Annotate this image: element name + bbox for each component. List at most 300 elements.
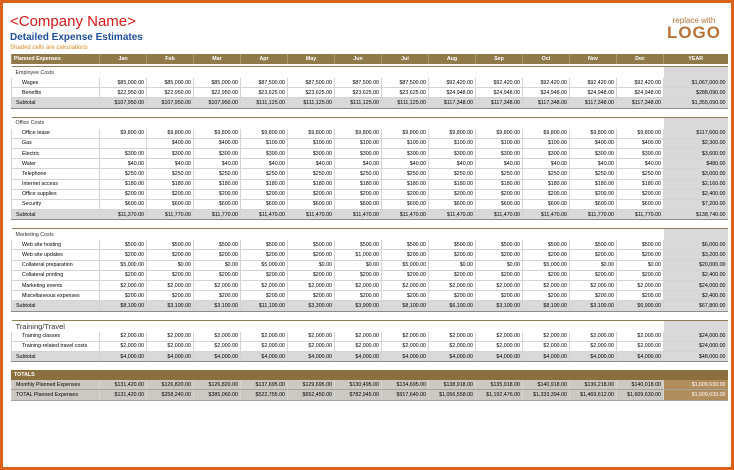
- month-cell[interactable]: $137,695.00: [241, 380, 288, 390]
- month-cell[interactable]: $22,950.00: [194, 88, 241, 98]
- month-cell[interactable]: $250.00: [335, 169, 382, 179]
- month-cell[interactable]: $5,000.00: [382, 260, 429, 270]
- month-cell[interactable]: $1,609,630.00: [617, 390, 664, 400]
- month-cell[interactable]: $2,000.00: [382, 341, 429, 351]
- month-cell[interactable]: $200.00: [523, 189, 570, 199]
- month-cell[interactable]: $600.00: [570, 199, 617, 209]
- month-cell[interactable]: $9,800.00: [382, 129, 429, 139]
- year-total-cell[interactable]: $48,000.00: [664, 351, 728, 361]
- month-cell[interactable]: $0.00: [194, 260, 241, 270]
- month-cell[interactable]: $40.00: [241, 159, 288, 169]
- month-cell[interactable]: $11,470.00: [241, 210, 288, 220]
- month-cell[interactable]: $22,950.00: [147, 88, 194, 98]
- month-cell[interactable]: $0.00: [476, 260, 523, 270]
- month-cell[interactable]: $1,469,612.00: [570, 390, 617, 400]
- month-cell[interactable]: $180.00: [241, 179, 288, 189]
- month-cell[interactable]: $40.00: [147, 159, 194, 169]
- row-label[interactable]: Internet access: [12, 179, 100, 189]
- month-cell[interactable]: $500.00: [429, 240, 476, 250]
- month-cell[interactable]: $40.00: [194, 159, 241, 169]
- month-cell[interactable]: $1,056,558.00: [429, 390, 476, 400]
- month-cell[interactable]: $400.00: [617, 138, 664, 148]
- month-cell[interactable]: $200.00: [194, 250, 241, 260]
- month-cell[interactable]: $9,800.00: [288, 129, 335, 139]
- year-total-cell[interactable]: $1,609,630.00: [664, 390, 728, 400]
- month-cell[interactable]: $200.00: [570, 270, 617, 280]
- month-cell[interactable]: $300.00: [429, 148, 476, 158]
- month-cell[interactable]: $9,800.00: [241, 129, 288, 139]
- month-cell[interactable]: $2,000.00: [147, 332, 194, 342]
- month-cell[interactable]: $4,000.00: [429, 351, 476, 361]
- month-cell[interactable]: $4,000.00: [523, 351, 570, 361]
- month-cell[interactable]: $140,018.00: [617, 380, 664, 390]
- month-cell[interactable]: $111,125.00: [335, 98, 382, 108]
- month-cell[interactable]: $200.00: [335, 270, 382, 280]
- month-cell[interactable]: $300.00: [382, 148, 429, 158]
- year-total-cell[interactable]: $3,600.00: [664, 148, 728, 158]
- year-total-cell[interactable]: $2,400.00: [664, 270, 728, 280]
- month-cell[interactable]: $40.00: [570, 159, 617, 169]
- month-cell[interactable]: $300.00: [617, 148, 664, 158]
- month-cell[interactable]: $126,820.00: [147, 380, 194, 390]
- month-cell[interactable]: $200.00: [288, 270, 335, 280]
- month-cell[interactable]: $600.00: [335, 199, 382, 209]
- month-cell[interactable]: $600.00: [194, 199, 241, 209]
- month-cell[interactable]: $40.00: [476, 159, 523, 169]
- row-label[interactable]: Electric: [12, 148, 100, 158]
- month-cell[interactable]: $782,945.00: [335, 390, 382, 400]
- month-cell[interactable]: $2,000.00: [288, 332, 335, 342]
- month-cell[interactable]: $2,000.00: [194, 341, 241, 351]
- month-cell[interactable]: $40.00: [617, 159, 664, 169]
- month-cell[interactable]: $134,695.00: [382, 380, 429, 390]
- month-cell[interactable]: $600.00: [241, 199, 288, 209]
- month-cell[interactable]: $135,918.00: [476, 380, 523, 390]
- month-cell[interactable]: $11,770.00: [570, 210, 617, 220]
- month-cell[interactable]: $2,000.00: [476, 281, 523, 291]
- month-cell[interactable]: $87,500.00: [288, 78, 335, 88]
- month-cell[interactable]: $92,420.00: [523, 78, 570, 88]
- month-cell[interactable]: $200.00: [382, 189, 429, 199]
- month-cell[interactable]: $200.00: [147, 189, 194, 199]
- month-cell[interactable]: $400.00: [147, 138, 194, 148]
- month-cell[interactable]: $117,348.00: [617, 98, 664, 108]
- month-cell[interactable]: $200.00: [241, 270, 288, 280]
- month-cell[interactable]: $200.00: [429, 270, 476, 280]
- month-cell[interactable]: $117,348.00: [476, 98, 523, 108]
- month-cell[interactable]: $11,770.00: [194, 210, 241, 220]
- month-cell[interactable]: $250.00: [429, 169, 476, 179]
- year-total-cell[interactable]: $24,000.00: [664, 341, 728, 351]
- month-cell[interactable]: $300.00: [288, 148, 335, 158]
- month-cell[interactable]: $9,800.00: [476, 129, 523, 139]
- month-cell[interactable]: $200.00: [570, 291, 617, 301]
- row-label[interactable]: Marketing events: [12, 281, 100, 291]
- month-cell[interactable]: $2,000.00: [476, 341, 523, 351]
- month-cell[interactable]: $6,100.00: [429, 301, 476, 311]
- row-label[interactable]: Wages: [12, 78, 100, 88]
- month-cell[interactable]: $200.00: [194, 270, 241, 280]
- month-cell[interactable]: $2,000.00: [429, 281, 476, 291]
- month-cell[interactable]: $9,800.00: [523, 129, 570, 139]
- row-label[interactable]: Telephone: [12, 169, 100, 179]
- month-cell[interactable]: $92,420.00: [570, 78, 617, 88]
- month-cell[interactable]: $130,495.00: [335, 380, 382, 390]
- month-cell[interactable]: $180.00: [194, 179, 241, 189]
- month-cell[interactable]: $40.00: [288, 159, 335, 169]
- month-cell[interactable]: $9,800.00: [617, 129, 664, 139]
- month-cell[interactable]: $300.00: [570, 148, 617, 158]
- month-cell[interactable]: $5,000.00: [241, 260, 288, 270]
- month-cell[interactable]: $250.00: [194, 169, 241, 179]
- year-total-cell[interactable]: $6,000.00: [664, 240, 728, 250]
- month-cell[interactable]: $2,000.00: [194, 332, 241, 342]
- month-cell[interactable]: $2,000.00: [382, 332, 429, 342]
- row-label[interactable]: Web site hosting: [12, 240, 100, 250]
- month-cell[interactable]: $250.00: [241, 169, 288, 179]
- year-total-cell[interactable]: $2,300.00: [664, 138, 728, 148]
- month-cell[interactable]: $107,950.00: [194, 98, 241, 108]
- month-cell[interactable]: $600.00: [288, 199, 335, 209]
- month-cell[interactable]: $3,100.00: [476, 301, 523, 311]
- month-cell[interactable]: $87,500.00: [335, 78, 382, 88]
- month-cell[interactable]: $200.00: [194, 189, 241, 199]
- month-cell[interactable]: $300.00: [100, 148, 147, 158]
- month-cell[interactable]: $2,000.00: [617, 332, 664, 342]
- month-cell[interactable]: $2,000.00: [288, 341, 335, 351]
- month-cell[interactable]: $652,450.00: [288, 390, 335, 400]
- month-cell[interactable]: $200.00: [241, 189, 288, 199]
- month-cell[interactable]: $2,000.00: [570, 332, 617, 342]
- month-cell[interactable]: $2,000.00: [429, 332, 476, 342]
- month-cell[interactable]: $138,918.00: [429, 380, 476, 390]
- month-cell[interactable]: $500.00: [570, 240, 617, 250]
- month-cell[interactable]: $2,000.00: [523, 341, 570, 351]
- month-cell[interactable]: $200.00: [617, 270, 664, 280]
- month-cell[interactable]: $200.00: [194, 291, 241, 301]
- year-total-cell[interactable]: $480.00: [664, 159, 728, 169]
- month-cell[interactable]: $200.00: [382, 270, 429, 280]
- month-cell[interactable]: $11,470.00: [288, 210, 335, 220]
- month-cell[interactable]: $100.00: [476, 138, 523, 148]
- month-cell[interactable]: $258,240.00: [147, 390, 194, 400]
- month-cell[interactable]: $3,900.00: [335, 301, 382, 311]
- month-cell[interactable]: $200.00: [100, 250, 147, 260]
- month-cell[interactable]: $180.00: [617, 179, 664, 189]
- month-cell[interactable]: $200.00: [382, 291, 429, 301]
- month-cell[interactable]: $40.00: [523, 159, 570, 169]
- month-cell[interactable]: $200.00: [288, 250, 335, 260]
- month-cell[interactable]: $200.00: [288, 189, 335, 199]
- month-cell[interactable]: $250.00: [617, 169, 664, 179]
- month-cell[interactable]: $2,000.00: [335, 281, 382, 291]
- month-cell[interactable]: $200.00: [241, 250, 288, 260]
- month-cell[interactable]: $100.00: [382, 138, 429, 148]
- month-cell[interactable]: $250.00: [476, 169, 523, 179]
- row-label[interactable]: Gas: [12, 138, 100, 148]
- month-cell[interactable]: $4,000.00: [382, 351, 429, 361]
- subtotal-label[interactable]: Subtotal: [12, 351, 100, 361]
- month-cell[interactable]: $131,420.00: [100, 380, 147, 390]
- month-cell[interactable]: $8,100.00: [523, 301, 570, 311]
- logo-placeholder[interactable]: [667, 17, 721, 41]
- month-cell[interactable]: $6,900.00: [617, 301, 664, 311]
- month-cell[interactable]: $40.00: [382, 159, 429, 169]
- month-cell[interactable]: $200.00: [147, 291, 194, 301]
- month-cell[interactable]: $2,000.00: [147, 341, 194, 351]
- month-cell[interactable]: $4,000.00: [570, 351, 617, 361]
- month-cell[interactable]: $11,470.00: [382, 210, 429, 220]
- month-cell[interactable]: $200.00: [429, 189, 476, 199]
- month-cell[interactable]: $117,348.00: [429, 98, 476, 108]
- month-cell[interactable]: $85,000.00: [194, 78, 241, 88]
- month-cell[interactable]: $180.00: [288, 179, 335, 189]
- month-cell[interactable]: $9,800.00: [147, 129, 194, 139]
- month-cell[interactable]: $11,470.00: [476, 210, 523, 220]
- month-cell[interactable]: $0.00: [335, 260, 382, 270]
- month-cell[interactable]: $23,625.00: [382, 88, 429, 98]
- month-cell[interactable]: $2,000.00: [194, 281, 241, 291]
- month-cell[interactable]: $107,950.00: [147, 98, 194, 108]
- month-cell[interactable]: $2,000.00: [100, 341, 147, 351]
- month-cell[interactable]: $140,918.00: [523, 380, 570, 390]
- row-label[interactable]: Collateral preparation: [12, 260, 100, 270]
- month-cell[interactable]: $200.00: [476, 270, 523, 280]
- month-cell[interactable]: $180.00: [147, 179, 194, 189]
- month-cell[interactable]: $11,770.00: [147, 210, 194, 220]
- row-label[interactable]: Training classes: [12, 332, 100, 342]
- month-cell[interactable]: $300.00: [335, 148, 382, 158]
- month-cell[interactable]: $500.00: [241, 240, 288, 250]
- month-cell[interactable]: $85,000.00: [100, 78, 147, 88]
- month-cell[interactable]: $2,000.00: [570, 281, 617, 291]
- month-cell[interactable]: $200.00: [382, 250, 429, 260]
- month-cell[interactable]: $107,950.00: [100, 98, 147, 108]
- totals-label[interactable]: Monthly Planned Expenses: [12, 380, 100, 390]
- month-cell[interactable]: $2,000.00: [523, 281, 570, 291]
- month-cell[interactable]: $2,000.00: [100, 281, 147, 291]
- year-total-cell[interactable]: $117,600.00: [664, 129, 728, 139]
- year-total-cell[interactable]: $2,400.00: [664, 189, 728, 199]
- month-cell[interactable]: $23,625.00: [335, 88, 382, 98]
- month-cell[interactable]: $200.00: [523, 291, 570, 301]
- month-cell[interactable]: $100.00: [288, 138, 335, 148]
- month-cell[interactable]: $200.00: [100, 291, 147, 301]
- year-total-cell[interactable]: $7,200.00: [664, 199, 728, 209]
- month-cell[interactable]: $9,800.00: [100, 129, 147, 139]
- month-cell[interactable]: $500.00: [147, 240, 194, 250]
- month-cell[interactable]: $600.00: [147, 199, 194, 209]
- month-cell[interactable]: $2,000.00: [335, 332, 382, 342]
- month-cell[interactable]: $250.00: [147, 169, 194, 179]
- row-label[interactable]: Water: [12, 159, 100, 169]
- month-cell[interactable]: $180.00: [476, 179, 523, 189]
- month-cell[interactable]: $250.00: [523, 169, 570, 179]
- month-cell[interactable]: $11,470.00: [429, 210, 476, 220]
- month-cell[interactable]: $2,000.00: [241, 341, 288, 351]
- month-cell[interactable]: $24,948.00: [617, 88, 664, 98]
- month-cell[interactable]: $100.00: [429, 138, 476, 148]
- month-cell[interactable]: $200.00: [570, 250, 617, 260]
- year-total-cell[interactable]: $2,400.00: [664, 291, 728, 301]
- month-cell[interactable]: $100.00: [523, 138, 570, 148]
- year-total-cell[interactable]: $24,000.00: [664, 332, 728, 342]
- month-cell[interactable]: $917,640.00: [382, 390, 429, 400]
- month-cell[interactable]: $200.00: [476, 291, 523, 301]
- month-cell[interactable]: $200.00: [617, 189, 664, 199]
- month-cell[interactable]: $8,100.00: [100, 301, 147, 311]
- year-total-cell[interactable]: $1,609,630.00: [664, 380, 728, 390]
- month-cell[interactable]: $2,000.00: [241, 281, 288, 291]
- month-cell[interactable]: $500.00: [523, 240, 570, 250]
- month-cell[interactable]: $0.00: [147, 260, 194, 270]
- month-cell[interactable]: $3,100.00: [147, 301, 194, 311]
- month-cell[interactable]: $1,192,476.00: [476, 390, 523, 400]
- month-cell[interactable]: $200.00: [335, 291, 382, 301]
- month-cell[interactable]: $600.00: [617, 199, 664, 209]
- month-cell[interactable]: $5,000.00: [523, 260, 570, 270]
- month-cell[interactable]: $92,420.00: [617, 78, 664, 88]
- month-cell[interactable]: $11,770.00: [617, 210, 664, 220]
- month-cell[interactable]: $500.00: [288, 240, 335, 250]
- month-cell[interactable]: $3,100.00: [194, 301, 241, 311]
- year-total-cell[interactable]: $3,200.00: [664, 250, 728, 260]
- month-cell[interactable]: $9,800.00: [429, 129, 476, 139]
- month-cell[interactable]: $400.00: [570, 138, 617, 148]
- month-cell[interactable]: $24,948.00: [476, 88, 523, 98]
- company-name[interactable]: <Company Name>: [10, 13, 136, 30]
- month-cell[interactable]: $23,625.00: [241, 88, 288, 98]
- month-cell[interactable]: $111,125.00: [241, 98, 288, 108]
- month-cell[interactable]: $4,000.00: [288, 351, 335, 361]
- month-cell[interactable]: $117,348.00: [523, 98, 570, 108]
- subtotal-label[interactable]: Subtotal: [12, 210, 100, 220]
- month-cell[interactable]: $3,100.00: [570, 301, 617, 311]
- month-cell[interactable]: $92,420.00: [429, 78, 476, 88]
- month-cell[interactable]: $400.00: [194, 138, 241, 148]
- month-cell[interactable]: $3,300.00: [288, 301, 335, 311]
- month-cell[interactable]: $200.00: [241, 291, 288, 301]
- month-cell[interactable]: $500.00: [617, 240, 664, 250]
- month-cell[interactable]: $300.00: [523, 148, 570, 158]
- month-cell[interactable]: $4,000.00: [476, 351, 523, 361]
- month-cell[interactable]: $200.00: [100, 270, 147, 280]
- month-cell[interactable]: $4,000.00: [335, 351, 382, 361]
- month-cell[interactable]: $200.00: [523, 250, 570, 260]
- month-cell[interactable]: $111,125.00: [382, 98, 429, 108]
- month-cell[interactable]: $600.00: [476, 199, 523, 209]
- year-total-cell[interactable]: $138,740.00: [664, 210, 728, 220]
- month-cell[interactable]: $85,000.00: [147, 78, 194, 88]
- month-cell[interactable]: $500.00: [194, 240, 241, 250]
- month-cell[interactable]: $9,800.00: [194, 129, 241, 139]
- month-cell[interactable]: $385,060.00: [194, 390, 241, 400]
- month-cell[interactable]: $9,800.00: [335, 129, 382, 139]
- row-label[interactable]: Miscellaneous expenses: [12, 291, 100, 301]
- month-cell[interactable]: $522,755.00: [241, 390, 288, 400]
- subtotal-label[interactable]: Subtotal: [12, 301, 100, 311]
- month-cell[interactable]: $131,420.00: [100, 390, 147, 400]
- month-cell[interactable]: $200.00: [523, 270, 570, 280]
- month-cell[interactable]: $200.00: [617, 291, 664, 301]
- month-cell[interactable]: $500.00: [100, 240, 147, 250]
- month-cell[interactable]: $87,500.00: [241, 78, 288, 88]
- month-cell[interactable]: $2,000.00: [617, 341, 664, 351]
- month-cell[interactable]: $180.00: [100, 179, 147, 189]
- month-cell[interactable]: $40.00: [429, 159, 476, 169]
- month-cell[interactable]: $4,000.00: [194, 351, 241, 361]
- year-total-cell[interactable]: $2,160.00: [664, 179, 728, 189]
- month-cell[interactable]: $300.00: [194, 148, 241, 158]
- month-cell[interactable]: $2,000.00: [617, 281, 664, 291]
- month-cell[interactable]: $250.00: [100, 169, 147, 179]
- month-cell[interactable]: $300.00: [241, 148, 288, 158]
- month-cell[interactable]: $200.00: [147, 250, 194, 260]
- month-cell[interactable]: $5,000.00: [100, 260, 147, 270]
- month-cell[interactable]: $111,125.00: [288, 98, 335, 108]
- month-cell[interactable]: $180.00: [429, 179, 476, 189]
- month-cell[interactable]: $92,420.00: [476, 78, 523, 88]
- year-total-cell[interactable]: $1,067,000.00: [664, 78, 728, 88]
- month-cell[interactable]: $300.00: [476, 148, 523, 158]
- month-cell[interactable]: $11,470.00: [335, 210, 382, 220]
- month-cell[interactable]: $4,000.00: [241, 351, 288, 361]
- month-cell[interactable]: $180.00: [570, 179, 617, 189]
- month-cell[interactable]: $117,348.00: [570, 98, 617, 108]
- month-cell[interactable]: $2,000.00: [288, 281, 335, 291]
- month-cell[interactable]: $2,000.00: [476, 332, 523, 342]
- year-total-cell[interactable]: $24,000.00: [664, 281, 728, 291]
- month-cell[interactable]: $2,000.00: [570, 341, 617, 351]
- month-cell[interactable]: $2,000.00: [429, 341, 476, 351]
- month-cell[interactable]: $22,950.00: [100, 88, 147, 98]
- totals-label[interactable]: TOTAL Planned Expenses: [12, 390, 100, 400]
- month-cell[interactable]: $0.00: [429, 260, 476, 270]
- month-cell[interactable]: $600.00: [429, 199, 476, 209]
- year-total-cell[interactable]: $288,090.00: [664, 88, 728, 98]
- month-cell[interactable]: $2,000.00: [523, 332, 570, 342]
- month-cell[interactable]: $8,100.00: [382, 301, 429, 311]
- month-cell[interactable]: $136,218.00: [570, 380, 617, 390]
- month-cell[interactable]: $23,625.00: [288, 88, 335, 98]
- month-cell[interactable]: $250.00: [382, 169, 429, 179]
- month-cell[interactable]: $0.00: [570, 260, 617, 270]
- month-cell[interactable]: $250.00: [288, 169, 335, 179]
- month-cell[interactable]: $40.00: [335, 159, 382, 169]
- month-cell[interactable]: $1,000.00: [335, 250, 382, 260]
- month-cell[interactable]: $126,820.00: [194, 380, 241, 390]
- year-total-cell[interactable]: $1,355,090.00: [664, 98, 728, 108]
- month-cell[interactable]: $2,000.00: [335, 341, 382, 351]
- month-cell[interactable]: $500.00: [382, 240, 429, 250]
- month-cell[interactable]: $2,000.00: [147, 281, 194, 291]
- month-cell[interactable]: $200.00: [429, 250, 476, 260]
- month-cell[interactable]: $200.00: [570, 189, 617, 199]
- row-label[interactable]: Office lease: [12, 129, 100, 139]
- year-total-cell[interactable]: $67,800.00: [664, 301, 728, 311]
- month-cell[interactable]: $600.00: [523, 199, 570, 209]
- month-cell[interactable]: $600.00: [100, 199, 147, 209]
- month-cell[interactable]: $4,000.00: [100, 351, 147, 361]
- month-cell[interactable]: $600.00: [382, 199, 429, 209]
- month-cell[interactable]: $200.00: [476, 189, 523, 199]
- month-cell[interactable]: $2,000.00: [241, 332, 288, 342]
- month-cell[interactable]: $300.00: [147, 148, 194, 158]
- month-cell[interactable]: $11,100.00: [241, 301, 288, 311]
- month-cell[interactable]: $200.00: [147, 270, 194, 280]
- row-label[interactable]: Office supplies: [12, 189, 100, 199]
- month-cell[interactable]: $200.00: [100, 189, 147, 199]
